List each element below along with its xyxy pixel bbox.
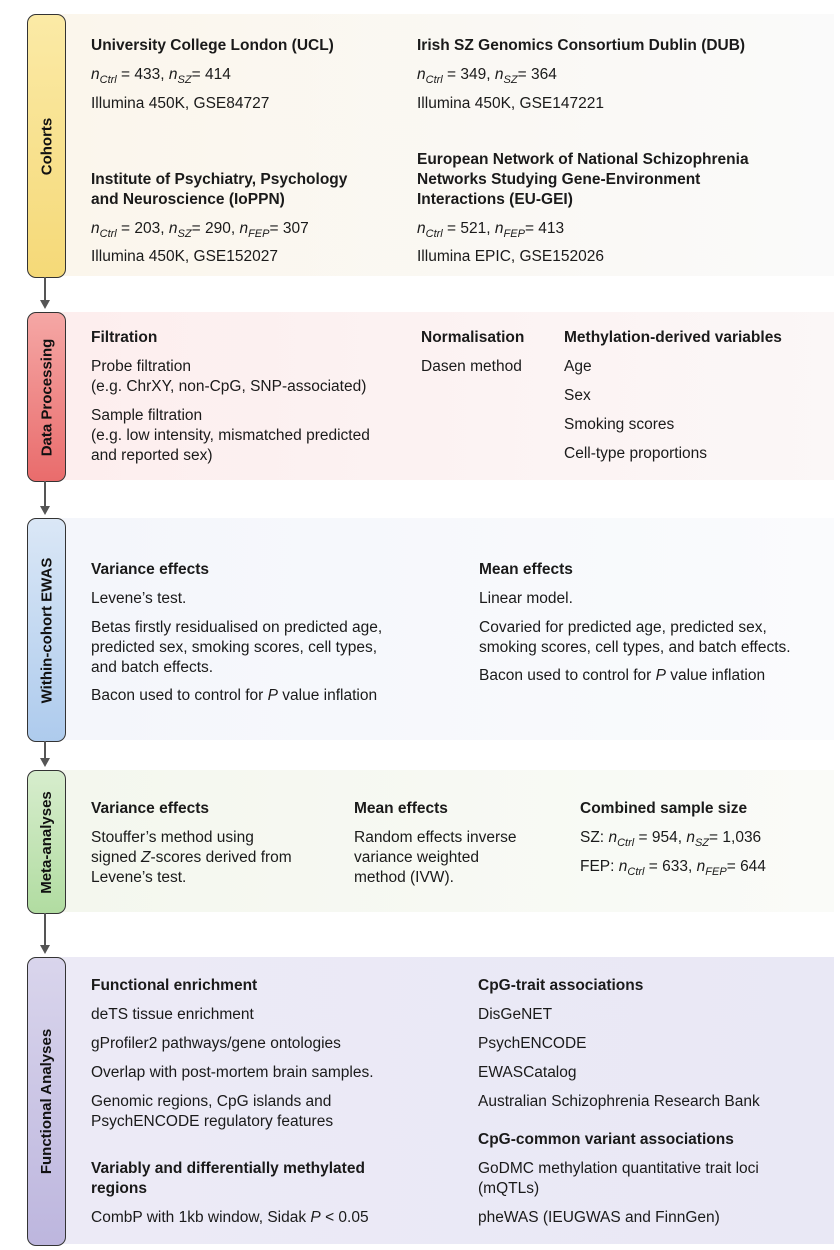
functional-stage-label: Functional Analyses	[27, 957, 66, 1246]
cpg-trait-item: DisGeNET	[478, 1006, 553, 1023]
ewas-mean-model: Linear model.	[479, 590, 573, 607]
ewas-variance-heading: Variance effects	[91, 561, 210, 578]
cohort-dub-counts: $n_{Ctrl} = 349$, $n_{SZ}= 364$	[417, 66, 557, 87]
cpg-trait-item: Australian Schizophrenia Research Bank	[478, 1093, 760, 1110]
cohort-ucl-platform: Illumina 450K, GSE84727	[91, 95, 270, 112]
cohort-ucl-title: University College London (UCL)	[91, 37, 334, 54]
ewas-variance-resid-3: and batch effects.	[91, 659, 214, 676]
meta-mean-method: Random effects inverse	[354, 829, 517, 846]
ewas-stage-label: Within-cohort EWAS	[27, 518, 66, 742]
arrow-meta-to-functional	[44, 913, 46, 947]
arrow-processing-to-ewas	[44, 481, 46, 508]
enrichment-item-2: PsychENCODE regulatory features	[91, 1113, 334, 1130]
arrow-cohorts-to-processing	[44, 277, 46, 302]
normalisation-heading: Normalisation	[421, 329, 525, 346]
meta-stage-label: Meta-analyses	[27, 770, 66, 914]
cohort-ioppn-platform: Illumina 450K, GSE152027	[91, 248, 278, 265]
cohort-eugei-title: European Network of National Schizophrenia	[417, 151, 749, 168]
enrichment-item: gProfiler2 pathways/gene ontologies	[91, 1035, 341, 1052]
ewas-variance-resid-2: predicted sex, smoking scores, cell types,	[91, 639, 378, 656]
vmr-heading: Variably and differentially methylated	[91, 1160, 365, 1177]
probe-filtration-detail: (e.g. ChrXY, non-CpG, SNP-associated)	[91, 378, 367, 395]
ewas-variance-test: Levene’s test.	[91, 590, 187, 607]
ewas-mean-covariates: Covaried for predicted age, predicted sex,	[479, 619, 767, 636]
ewas-mean-bacon: Bacon used to control for P value inflation	[479, 667, 766, 684]
methylation-variable: Smoking scores	[564, 416, 675, 433]
sample-filtration-detail-2: and reported sex)	[91, 447, 213, 464]
vmr-heading-2: regions	[91, 1180, 147, 1197]
meta-variance-method: Stouffer’s method using	[91, 829, 254, 846]
cohort-eugei-title-2: Networks Studying Gene-Environment	[417, 171, 701, 188]
cohort-ucl-counts: $n_{Ctrl} = 433$, $n_{SZ}= 414$	[91, 66, 231, 87]
ewas-variance-resid: Betas firstly residualised on predicted age,	[91, 619, 383, 636]
functional-enrichment-heading: Functional enrichment	[91, 977, 258, 994]
cohort-dub-platform: Illumina 450K, GSE147221	[417, 95, 604, 112]
cohort-ioppn-title: Institute of Psychiatry, Psychology	[91, 171, 348, 188]
methylation-variable: Sex	[564, 387, 591, 404]
cpg-variant-item: pheWAS (IEUGWAS and FinnGen)	[478, 1209, 720, 1226]
meta-variance-method-3: Levene’s test.	[91, 869, 187, 886]
ewas-mean-heading: Mean effects	[479, 561, 573, 578]
enrichment-item: Genomic regions, CpG islands and	[91, 1093, 332, 1110]
ewas-variance-bacon: Bacon used to control for P value inflation	[91, 687, 378, 704]
data-processing-stage-label: Data Processing	[27, 312, 66, 482]
filtration-heading: Filtration	[91, 329, 158, 346]
arrow-head-icon	[40, 758, 50, 767]
meta-mean-method-2: variance weighted	[354, 849, 479, 866]
cohort-ioppn-counts: $n_{Ctrl} = 203$, $n_{SZ}= 290$, $n_{FEP}= 307$	[91, 220, 309, 241]
arrow-head-icon	[40, 300, 50, 309]
combined-fep: FEP: $n_{Ctrl} = 633$, $n_{FEP}= 644$	[580, 858, 766, 879]
arrow-head-icon	[40, 506, 50, 515]
meta-variance-heading: Variance effects	[91, 800, 210, 817]
methylation-variable: Cell-type proportions	[564, 445, 708, 462]
enrichment-item: deTS tissue enrichment	[91, 1006, 254, 1023]
cohort-eugei-platform: Illumina EPIC, GSE152026	[417, 248, 604, 265]
sample-filtration-detail: (e.g. low intensity, mismatched predicted	[91, 427, 370, 444]
cpg-trait-heading: CpG-trait associations	[478, 977, 644, 994]
ewas-mean-covariates-2: smoking scores, cell types, and batch effects.	[479, 639, 791, 656]
cohort-ioppn-title-2: and Neuroscience (IoPPN)	[91, 191, 285, 208]
cpg-trait-item: EWASCatalog	[478, 1064, 577, 1081]
probe-filtration: Probe filtration	[91, 358, 191, 375]
combined-sz: SZ: $n_{Ctrl} = 954$, $n_{SZ}= 1,036$	[580, 829, 762, 850]
methylation-variable: Age	[564, 358, 592, 375]
meta-mean-method-3: method (IVW).	[354, 869, 454, 886]
cohort-eugei-counts: $n_{Ctrl} = 521$, $n_{FEP}= 413$	[417, 220, 565, 241]
enrichment-item: Overlap with post-mortem brain samples.	[91, 1064, 374, 1081]
cohorts-stage-label: Cohorts	[27, 14, 66, 278]
vmr-method: CombP with 1kb window, Sidak P < 0.05	[91, 1209, 369, 1226]
cohort-dub-title: Irish SZ Genomics Consortium Dublin (DUB)	[417, 37, 746, 54]
cpg-variant-heading: CpG-common variant associations	[478, 1131, 734, 1148]
meta-mean-heading: Mean effects	[354, 800, 448, 817]
normalisation-method: Dasen method	[421, 358, 522, 375]
cohort-eugei-title-3: Interactions (EU-GEI)	[417, 191, 573, 208]
meta-variance-method-2: signed Z-scores derived from	[91, 849, 292, 866]
methylation-heading: Methylation-derived variables	[564, 329, 782, 346]
cpg-trait-item: PsychENCODE	[478, 1035, 587, 1052]
sample-filtration: Sample filtration	[91, 407, 203, 424]
combined-sample-heading: Combined sample size	[580, 800, 748, 817]
cpg-variant-item-2: (mQTLs)	[478, 1180, 540, 1197]
arrow-head-icon	[40, 945, 50, 954]
cpg-variant-item: GoDMC methylation quantitative trait loci	[478, 1160, 759, 1177]
